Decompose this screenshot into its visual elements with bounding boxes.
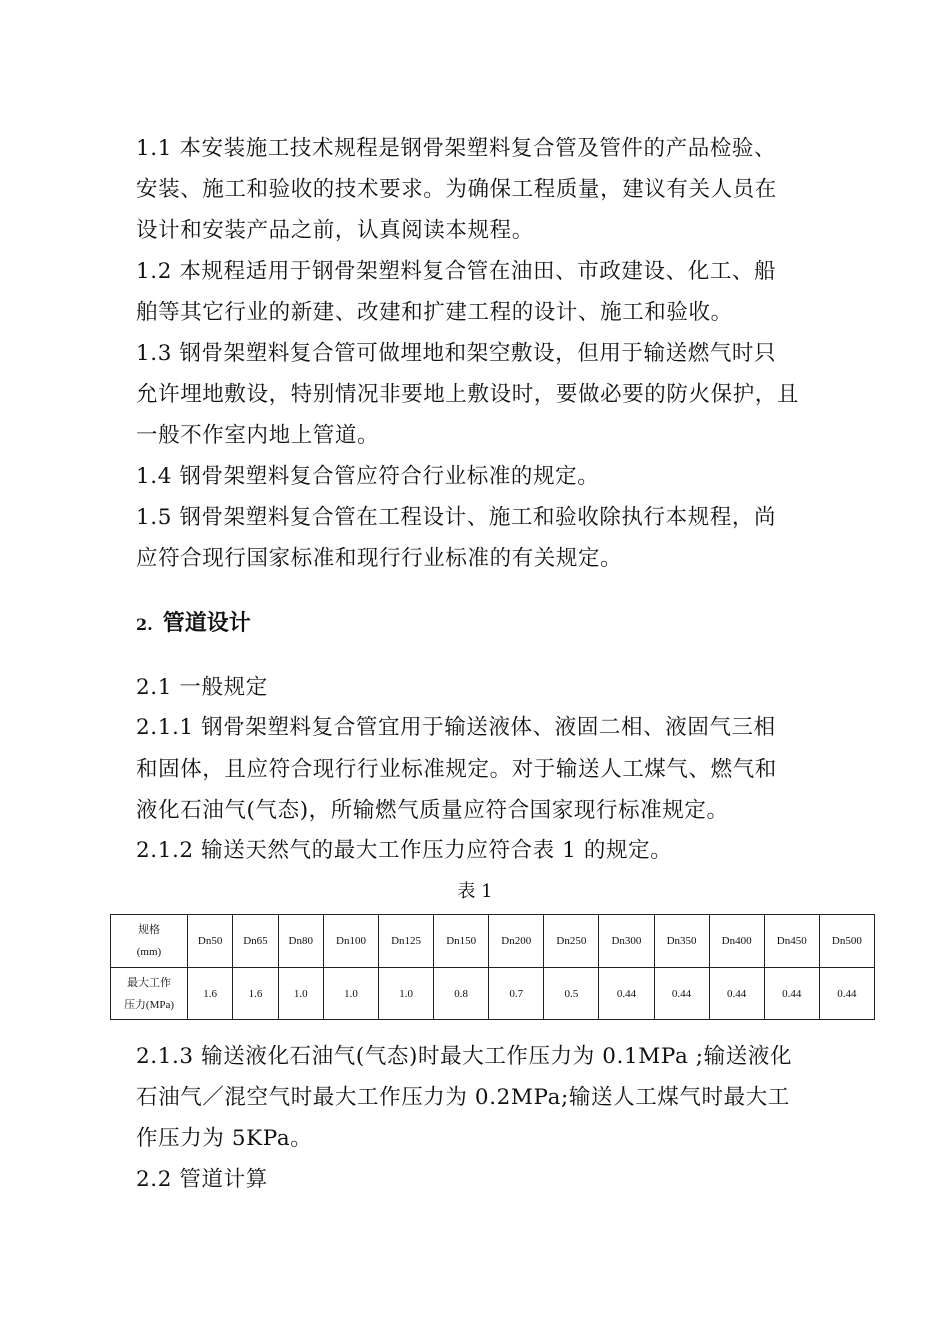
table-cell-size: Dn100	[323, 915, 378, 968]
pressure-unit: 压力(MPa)	[123, 998, 175, 1011]
paragraph-line: 2.2 管道计算	[136, 1167, 268, 1192]
pressure-label: 最大工作	[127, 976, 171, 989]
section-number: 2.	[136, 615, 153, 634]
table-header-pressure	[111, 968, 188, 1020]
paragraph-line: 作压力为 5KPa。	[136, 1126, 313, 1151]
paragraph-line: 2.1 一般规定	[136, 675, 268, 700]
table-cell-size: Dn250	[544, 915, 599, 968]
table-row-pressures	[111, 968, 875, 1020]
size-unit: (mm)	[136, 946, 162, 958]
table-header-size	[111, 915, 188, 968]
paragraph-line: 2.1.3 输送液化石油气(气态)时最大工作压力为 0.1MPa ;输送液化	[136, 1044, 793, 1069]
table-cell-pressure: 1.0	[323, 968, 378, 1020]
table-cell-pressure: 0.44	[819, 968, 874, 1020]
table-cell-size: Dn400	[709, 915, 764, 968]
table-cell-pressure: 1.6	[233, 968, 278, 1020]
size-label: 规格	[138, 924, 160, 936]
paragraph-line: 1.4 钢骨架塑料复合管应符合行业标准的规定。	[136, 464, 600, 489]
section-heading	[136, 608, 251, 640]
table-cell-pressure: 0.7	[489, 968, 544, 1020]
paragraph-line: 1.3 钢骨架塑料复合管可做埋地和架空敷设，但用于输送燃气时只	[136, 341, 777, 366]
table-cell-size: Dn80	[278, 915, 323, 968]
table-caption: 表 1	[457, 881, 493, 902]
paragraph-line: 2.1.2 输送天然气的最大工作压力应符合表 1 的规定。	[136, 838, 673, 863]
table-cell-pressure: 1.0	[278, 968, 323, 1020]
table-cell-size: Dn125	[379, 915, 434, 968]
table-cell-size: Dn50	[188, 915, 233, 968]
section-title: 管道设计	[162, 610, 251, 636]
table-row-sizes	[111, 915, 875, 968]
table-cell-pressure: 0.44	[709, 968, 764, 1020]
table-cell-size: Dn350	[654, 915, 709, 968]
paragraph-line: 和固体，且应符合现行行业标准规定。对于输送人工煤气、燃气和	[136, 757, 777, 782]
paragraph-line: 液化石油气(气态)，所输燃气质量应符合国家现行标准规定。	[136, 798, 729, 823]
paragraph-line: 1.5 钢骨架塑料复合管在工程设计、施工和验收除执行本规程，尚	[136, 505, 777, 530]
table-cell-pressure: 0.5	[544, 968, 599, 1020]
pressure-table	[110, 914, 875, 1020]
paragraph-line: 舶等其它行业的新建、改建和扩建工程的设计、施工和验收。	[136, 300, 733, 325]
table-cell-size: Dn450	[764, 915, 819, 968]
table-cell-size: Dn300	[599, 915, 654, 968]
table-cell-size: Dn500	[819, 915, 874, 968]
table-cell-size: Dn200	[489, 915, 544, 968]
paragraph-line: 安装、施工和验收的技术要求。为确保工程质量，建议有关人员在	[136, 177, 777, 202]
paragraph-line: 石油气／混空气时最大工作压力为 0.2MPa;输送人工煤气时最大工	[136, 1085, 790, 1110]
table-cell-size: Dn65	[233, 915, 278, 968]
table-cell-pressure: 0.44	[654, 968, 709, 1020]
table-cell-pressure: 0.44	[599, 968, 654, 1020]
table-cell-pressure: 1.0	[379, 968, 434, 1020]
paragraph-line: 2.1.1 钢骨架塑料复合管宜用于输送液体、液固二相、液固气三相	[136, 715, 776, 740]
paragraph-line: 允许埋地敷设，特别情况非要地上敷设时，要做必要的防火保护，且	[136, 382, 800, 407]
table-cell-pressure: 1.6	[188, 968, 233, 1020]
paragraph-line: 1.2 本规程适用于钢骨架塑料复合管在油田、市政建设、化工、船	[136, 259, 777, 284]
table-cell-pressure: 0.44	[764, 968, 819, 1020]
paragraph-line: 一般不作室内地上管道。	[136, 423, 380, 448]
paragraph-line: 应符合现行国家标准和现行行业标准的有关规定。	[136, 546, 623, 571]
table-cell-size: Dn150	[434, 915, 489, 968]
paragraph-line: 设计和安装产品之前，认真阅读本规程。	[136, 218, 534, 243]
paragraph-line: 1.1 本安装施工技术规程是钢骨架塑料复合管及管件的产品检验、	[136, 136, 777, 161]
table-cell-pressure: 0.8	[434, 968, 489, 1020]
